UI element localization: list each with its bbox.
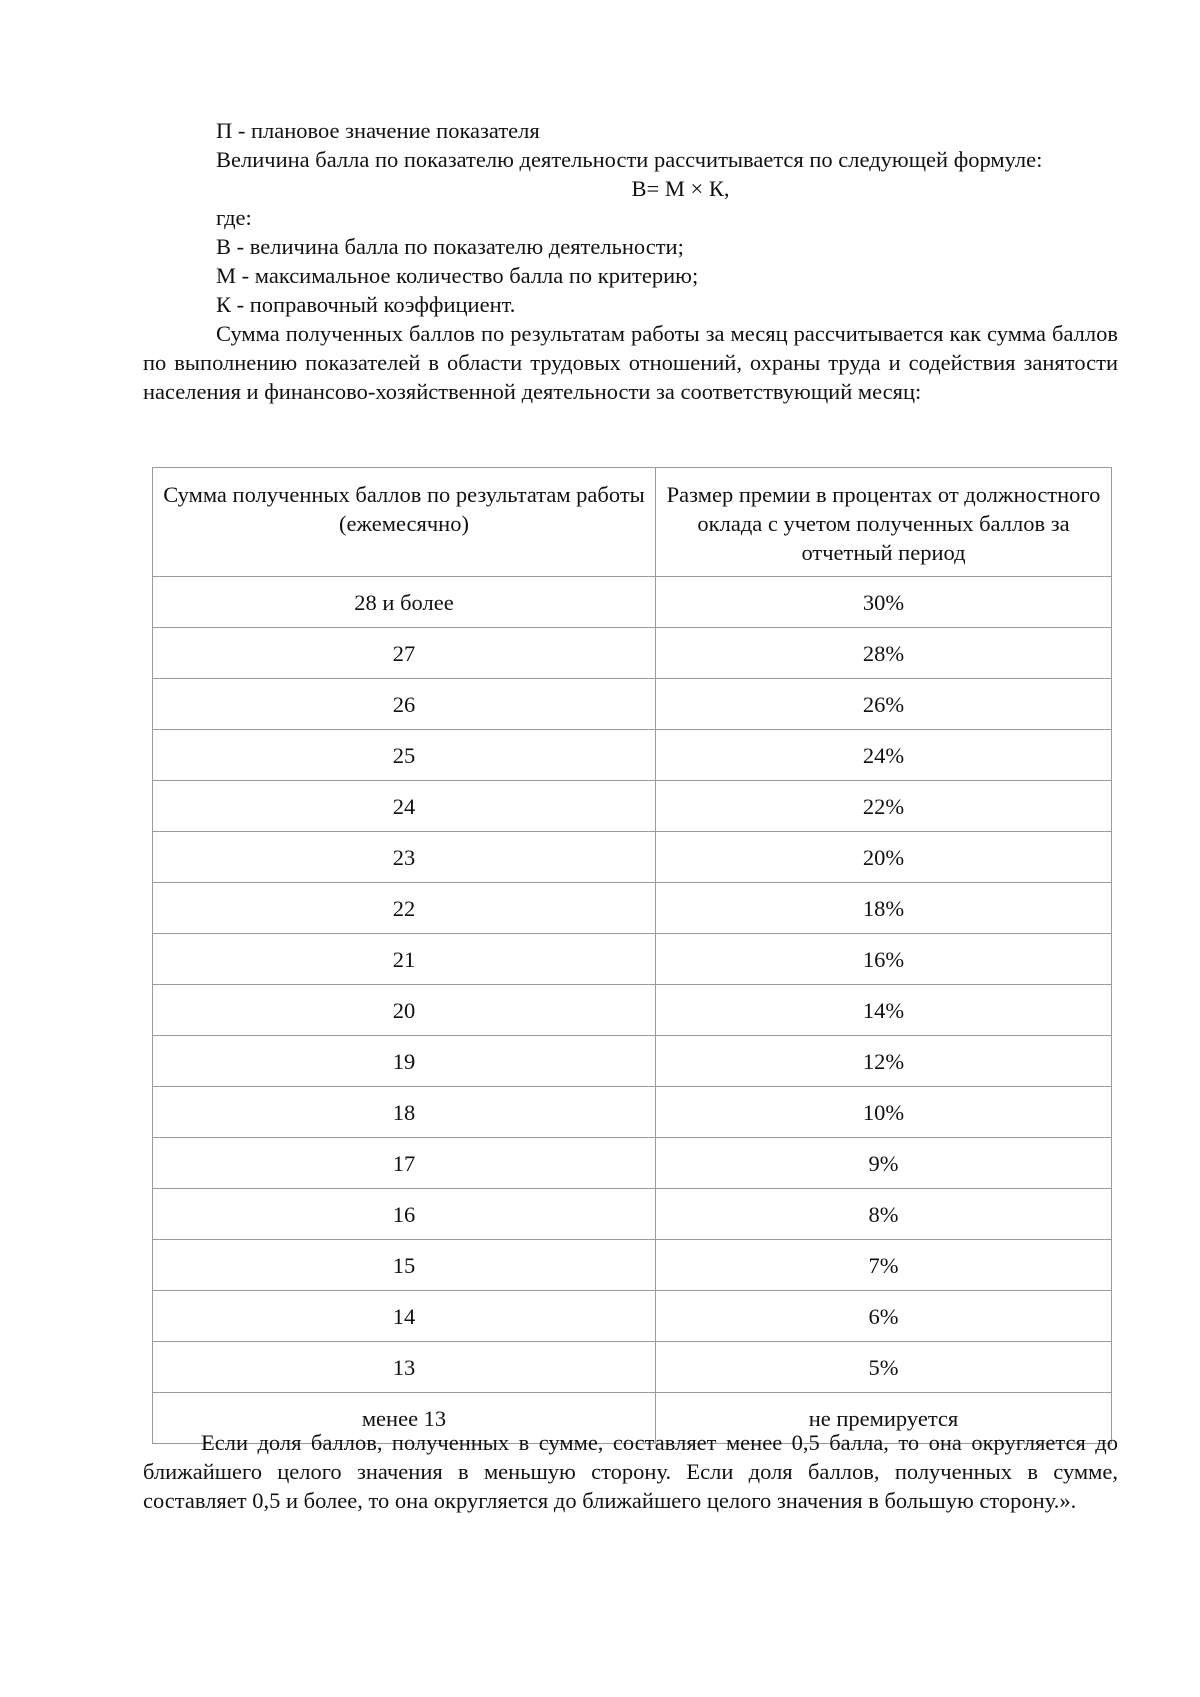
score-cell: 28 и более [153, 577, 656, 628]
plan-value-definition: П - плановое значение показателя [216, 118, 540, 143]
table-row [153, 832, 1112, 883]
where-label: где: [216, 205, 252, 230]
table-row [153, 1342, 1112, 1393]
table-row [153, 628, 1112, 679]
score-cell: 23 [153, 832, 656, 883]
bonus-cell: 14% [656, 985, 1112, 1036]
header-score-sum: Сумма полученных баллов по результатам работы (ежемесячно) [153, 468, 656, 577]
score-cell: 19 [153, 1036, 656, 1087]
formula: В= М × К, [631, 176, 730, 201]
document-body [143, 116, 1118, 406]
table-row [153, 577, 1112, 628]
table-row [153, 1036, 1112, 1087]
table-row [153, 730, 1112, 781]
bonus-cell: 26% [656, 679, 1112, 730]
sum-description: Сумма полученных баллов по результатам работы за месяц рассчитывается как сумма баллов по выполнению показателей в области трудовых отношений, охраны труда и содействия занятости населения и финансово-хозяйственной деятельности за соответствующий месяц: [143, 321, 1118, 404]
bonus-cell: 7% [656, 1240, 1112, 1291]
bonus-cell: 10% [656, 1087, 1112, 1138]
bonus-cell: 16% [656, 934, 1112, 985]
score-cell: 14 [153, 1291, 656, 1342]
score-cell: менее 13 [153, 1393, 656, 1444]
bonus-cell: 28% [656, 628, 1112, 679]
table-row [153, 1291, 1112, 1342]
bonus-cell: 9% [656, 1138, 1112, 1189]
table-row [153, 1087, 1112, 1138]
rounding-rule: Если доля баллов, полученных в сумме, составляет менее 0,5 балла, то она округляется до ближайшего целого значения в меньшую сторону. Если доля баллов, полученных в сумме, составляет 0,5 и более, то она округляется до ближайшего целого значения в большую сторону.». [143, 1430, 1118, 1513]
definition-m: М - максимальное количество балла по критерию; [216, 263, 699, 288]
score-cell: 25 [153, 730, 656, 781]
bonus-cell: 5% [656, 1342, 1112, 1393]
bonus-cell: 20% [656, 832, 1112, 883]
table-row [153, 781, 1112, 832]
formula-intro: Величина балла по показателю деятельности рассчитывается по следующей формуле: [216, 147, 1043, 172]
bonus-cell: 18% [656, 883, 1112, 934]
table-row [153, 934, 1112, 985]
table-row [153, 1240, 1112, 1291]
table-header-row [153, 468, 1112, 577]
table-row [153, 985, 1112, 1036]
bonus-cell: 30% [656, 577, 1112, 628]
bonus-cell: не премируется [656, 1393, 1112, 1444]
table-row [153, 883, 1112, 934]
score-cell: 20 [153, 985, 656, 1036]
bonus-cell: 8% [656, 1189, 1112, 1240]
closing-section [143, 1428, 1118, 1515]
score-cell: 13 [153, 1342, 656, 1393]
score-cell: 15 [153, 1240, 656, 1291]
score-cell: 21 [153, 934, 656, 985]
score-cell: 17 [153, 1138, 656, 1189]
bonus-cell: 12% [656, 1036, 1112, 1087]
bonus-table [152, 467, 1112, 1444]
score-cell: 27 [153, 628, 656, 679]
score-cell: 26 [153, 679, 656, 730]
score-cell: 24 [153, 781, 656, 832]
score-cell: 16 [153, 1189, 656, 1240]
bonus-cell: 22% [656, 781, 1112, 832]
definition-b: В - величина балла по показателю деятельности; [216, 234, 684, 259]
score-cell: 18 [153, 1087, 656, 1138]
score-cell: 22 [153, 883, 656, 934]
table-row [153, 1189, 1112, 1240]
bonus-cell: 24% [656, 730, 1112, 781]
table-row [153, 679, 1112, 730]
bonus-cell: 6% [656, 1291, 1112, 1342]
header-bonus-percent: Размер премии в процентах от должностного оклада с учетом полученных баллов за отчетный период [656, 468, 1112, 577]
table-row [153, 1138, 1112, 1189]
table-body [153, 577, 1112, 1444]
definition-k: К - поправочный коэффициент. [216, 292, 516, 317]
